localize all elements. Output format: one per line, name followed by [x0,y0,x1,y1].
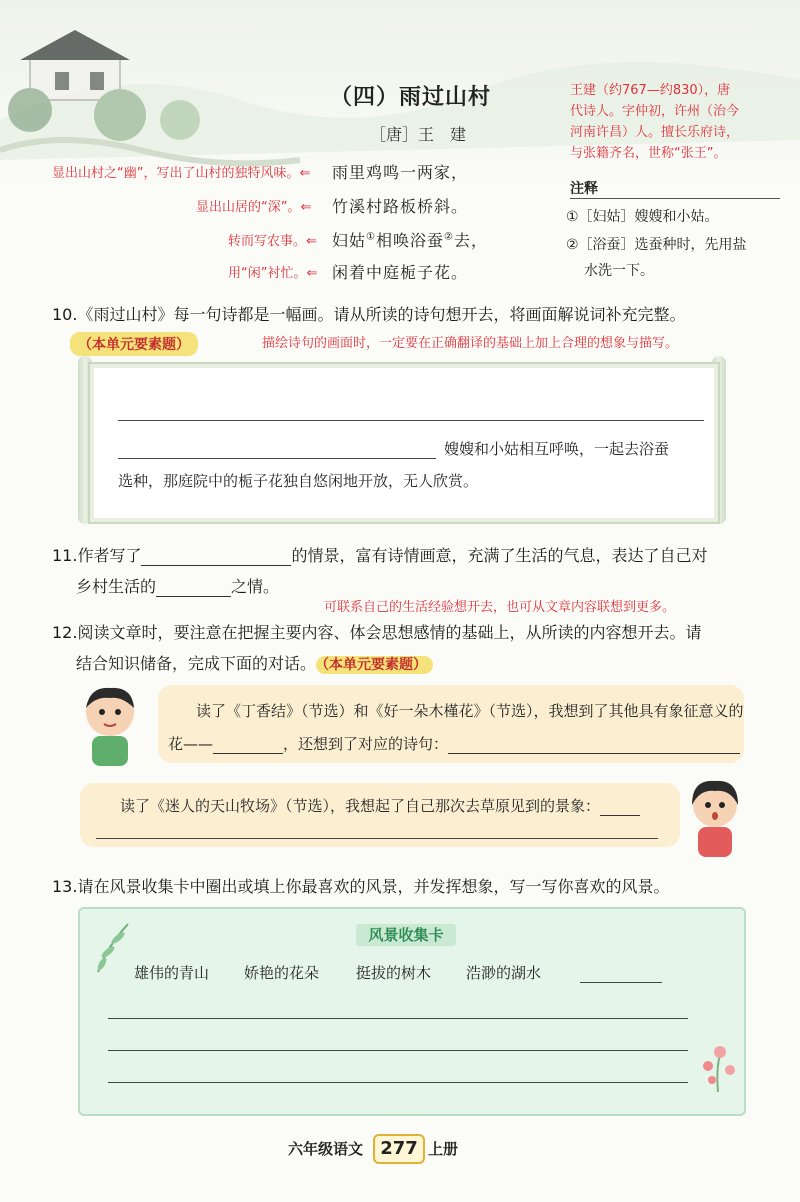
note-2-cont: 水洗一下。 [584,263,654,279]
question-11: 11.作者写了 的情景，富有诗情画意，充满了生活的气息，表达了自己对 [52,546,708,565]
flower-decoration-icon [698,1040,740,1092]
poem-line1: 雨里鸡鸣一两家， [332,163,469,182]
annotation-line2: 显出山居的“深”。⇐ [196,200,312,215]
bubble1-line2: 花—— ，还想到了对应的诗句： [168,733,740,754]
blank-custom-scenery[interactable] [580,982,662,983]
card-writing-line-2[interactable] [108,1050,688,1051]
hint-q10: 描绘诗句的画面时，一定要在正确翻译的基础上加上合理的想象与描写。 [262,336,679,351]
notes-divider [570,198,780,199]
scroll-text-2: 选种，那庭院中的栀子花独自悠闲地开放，无人欣赏。 [118,472,479,490]
poem-line2: 竹溪村路板桥斜。 [332,197,469,216]
author-bio: 王建（约767—约830），唐 代诗人。字仲初，许州（治今 河南许昌）人。擅长乐府诗， 与张籍齐名，世称“张王”。 [570,83,740,161]
poem-title: （四）雨过山村 [330,84,492,110]
scenery-option-lake[interactable]: 浩渺的湖水 [466,964,542,982]
girl-avatar [680,775,750,860]
scenery-option-tree[interactable]: 挺拔的树木 [356,964,432,982]
blank-grassland-1[interactable] [600,799,640,816]
question-12: 12.阅读文章时，要注意在把握主要内容、体会思想感情的基础上，从所读的内容想开去。请 [52,623,702,642]
boy-avatar [70,680,150,770]
blank-poem[interactable] [448,737,740,754]
unit-element-badge-q10: （本单元要素题） [70,332,198,356]
answer-line-2[interactable] [118,458,436,459]
note-2: ②［浴蚕］选蚕种时，先用盐 [566,237,747,253]
poem-author: ［唐］王 建 [370,125,467,144]
card-writing-line-1[interactable] [108,1018,688,1019]
question-11-cont: 乡村生活的 之情。 [76,577,280,596]
blank-scene[interactable] [141,549,291,566]
blank-grassland-2[interactable] [96,838,658,839]
annotation-line1: 显出山村之“幽”，写出了山村的独特风味。⇐ [52,166,311,181]
question-10: 10.《雨过山村》每一句诗都是一幅画。请从所读的诗句想开去，将画面解说词补充完整。 [52,305,686,324]
bubble1-line1: 读了《丁香结》（节选）和《好一朵木槿花》（节选），我想到了其他具有象征意义的 [196,702,744,720]
leaf-decoration-icon [88,918,134,974]
bubble2-line1: 读了《迷人的天山牧场》（节选），我想起了自己那次去草原见到的景象： [120,795,640,816]
annotation-line3: 转而写农事。⇐ [228,234,317,249]
question-13: 13.请在风景收集卡中圈出或填上你最喜欢的风景，并发挥想象，写一写你喜欢的风景。 [52,877,670,896]
answer-line-1[interactable] [118,420,704,421]
poem-line4: 闲着中庭栀子花。 [332,263,469,282]
page-number: 277 [373,1134,425,1164]
annotation-line4: 用“闲”衬忙。⇐ [228,266,318,281]
poem-line3: 妇姑①相唤浴蚕②去， [332,231,488,250]
scenery-option-flower[interactable]: 娇艳的花朵 [244,964,320,982]
hint-q12: 可联系自己的生活经验想开去，也可从文章内容联想到更多。 [324,600,676,615]
unit-element-badge-q12: （本单元要素题） [316,656,433,674]
card-writing-line-3[interactable] [108,1082,688,1083]
blank-flower[interactable] [213,737,283,754]
notes-title: 注释 [570,181,598,197]
footer-volume: 上册 [428,1140,459,1158]
scroll-text-1: 嫂嫂和小姑相互呼唤，一起去浴蚕 [444,440,670,458]
scenery-option-mountain[interactable]: 雄伟的青山 [134,964,210,982]
footer-subject: 六年级语文 [288,1140,364,1158]
note-1: ①［妇姑］嫂嫂和小姑。 [566,209,719,225]
card-title: 风景收集卡 [356,924,456,946]
blank-feeling[interactable] [156,580,231,597]
question-12-cont: 结合知识储备，完成下面的对话。 （本单元要素题） [76,651,433,674]
